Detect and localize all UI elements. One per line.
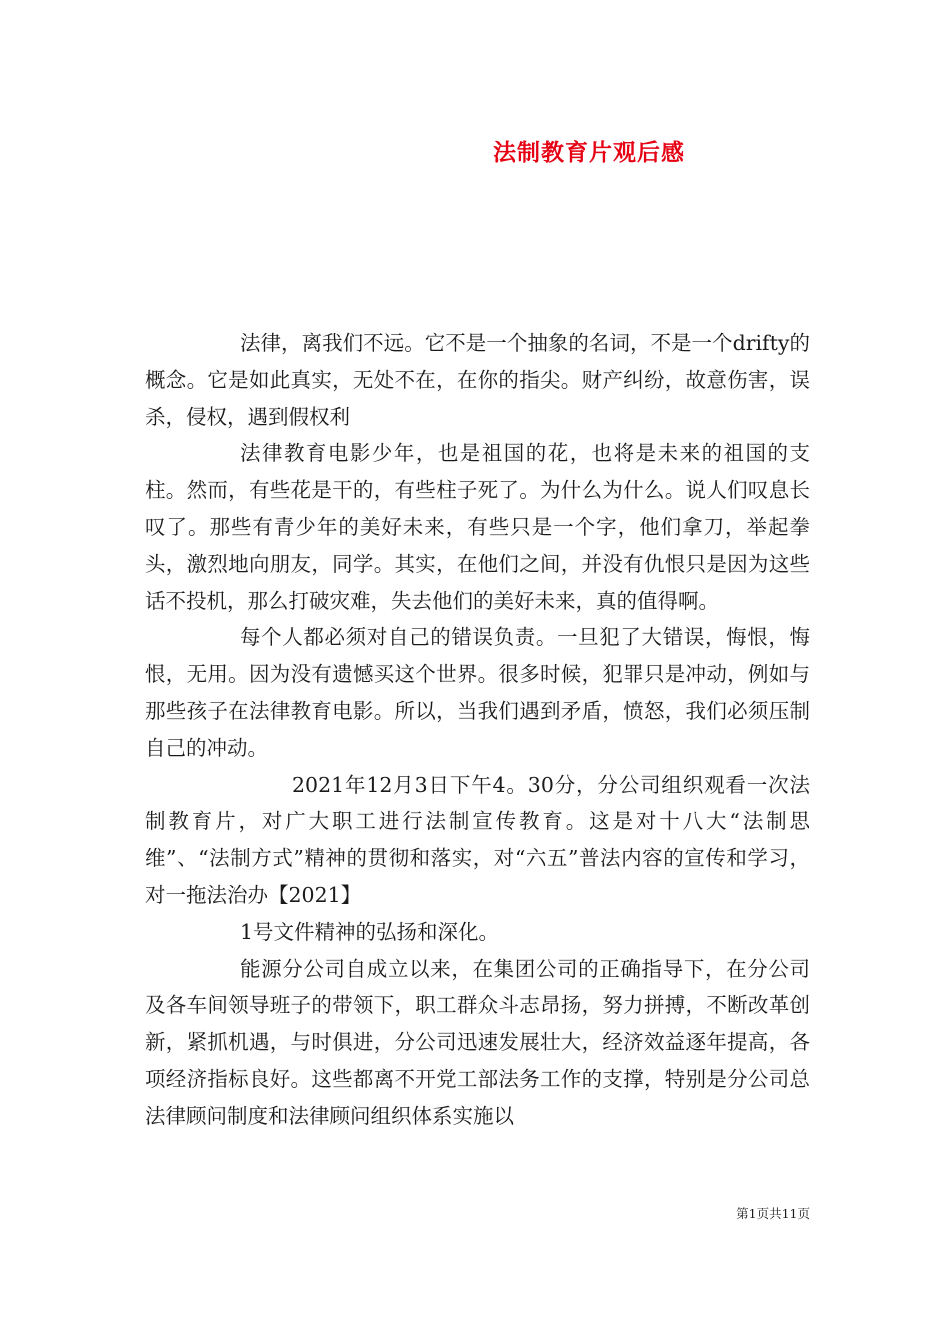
document-title: 法制教育片观后感 xyxy=(493,139,685,166)
paragraph-responsibility: 每个人都必须对自己的错误负责。一旦犯了大错误，悔恨，悔恨，无用。因为没有遗憾买这个世界。很多时候，犯罪只是冲动，例如与那些孩子在法律教育电影。所以，当我们遇到矛盾，愤怒，我们必须压制自己的冲动。 xyxy=(145,625,810,760)
paragraph-youth-film: 法律教育电影少年，也是祖国的花，也将是未来的祖国的支柱。然而，有些花是干的，有些柱子死了。为什么为什么。说人们叹息长叹了。那些有青少年的美好未来，有些只是一个字，他们拿刀，举起拳头，激烈地向朋友，同学。其实，在他们之间，并没有仇恨只是因为这些话不投机，那么打破灾难，失去他们的美好未来，真的值得啊。 xyxy=(145,441,810,613)
document-body xyxy=(145,325,810,1135)
paragraph-energy-branch: 能源分公司自成立以来，在集团公司的正确指导下，在分公司及各车间领导班子的带领下，职工群众斗志昂扬，努力拼搏，不断改革创新，紧抓机遇，与时俱进，分公司迅速发展壮大，经济效益逐年提高，各项经济指标良好。这些都离不开党工部法务工作的支撑，特别是分公司总法律顾问制度和法律顾问组织体系实施以 xyxy=(145,956,810,1128)
paragraph-document-spirit: 1号文件精神的弘扬和深化。 xyxy=(240,919,500,944)
paragraph-law-near: 法律，离我们不远。它不是一个抽象的名词，不是一个drifty的概念。它是如此真实，无处不在，在你的指尖。财产纠纷，故意伤害，误杀，侵权，遇到假权利 xyxy=(145,331,810,429)
paragraph-screening-event: 2021年12月3日下午4。30分，分公司组织观看一次法制教育片，对广大职工进行法制宣传教育。这是对十八大“法制思维”、“法制方式”精神的贯彻和落实，对“六五”普法内容的宣传和学习，对一拖法治办【2021】 xyxy=(145,772,810,907)
page-number-footer: 第1页共11页 xyxy=(736,1206,810,1221)
